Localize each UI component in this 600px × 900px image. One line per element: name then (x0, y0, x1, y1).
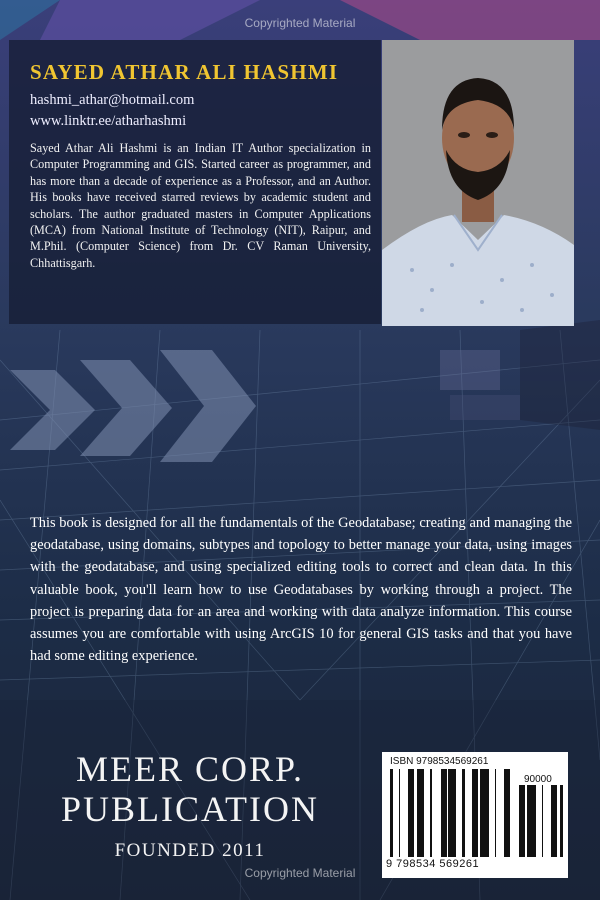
publisher-name-line1: MEER CORP. (75, 749, 305, 789)
isbn-label: ISBN 9798534569261 (390, 756, 489, 767)
author-name: SAYED ATHAR ALI HASHMI (30, 60, 339, 84)
barcode-number: 9 798534 569261 (386, 858, 480, 870)
barcode-bars (390, 769, 512, 857)
copyright-watermark-bottom: Copyrighted Material (244, 866, 356, 880)
book-description: This book is designed for all the fundamentals of the Geodatabase; creating and managing the geodatabase, using domains, subtypes and topology to better manage your data, using images with the geodatabase, and using specialized editing tools to correct and clean data. In this valuable book, you'll learn how to use Geodatabases by working through a project. The project is preparing data for an area and working with data analyze information. This course assumes you are comfortable with using ArcGIS 10 for general GIS tasks and that you have had some editing experience. (30, 515, 572, 665)
publisher-founded: FOUNDED 2011 (114, 840, 266, 861)
author-bio: Sayed Athar Ali Hashmi is an Indian IT Author specialization in Computer Programming and GIS. Started career as programmer, and has more than a decade of experience as a Professor, and an Author. His books have received starred reviews by academic student and scholars. The author graduated masters in Computer Applications (MCA) from National Institute of Technology (NIT), Raipur, and M.Phil. (Computer Science) from Dr. CV Raman University, Chhattisgarh. (30, 141, 371, 270)
publisher-name-line2: PUBLICATION (60, 789, 319, 829)
author-email: hashmi_athar@hotmail.com (30, 92, 195, 108)
barcode-addon-bars (518, 785, 564, 857)
author-website: www.linktr.ee/atharhashmi (30, 113, 187, 129)
author-photo (382, 40, 574, 326)
price-code: 90000 (524, 774, 552, 785)
isbn-barcode (382, 752, 568, 878)
copyright-watermark-top: Copyrighted Material (244, 16, 356, 30)
